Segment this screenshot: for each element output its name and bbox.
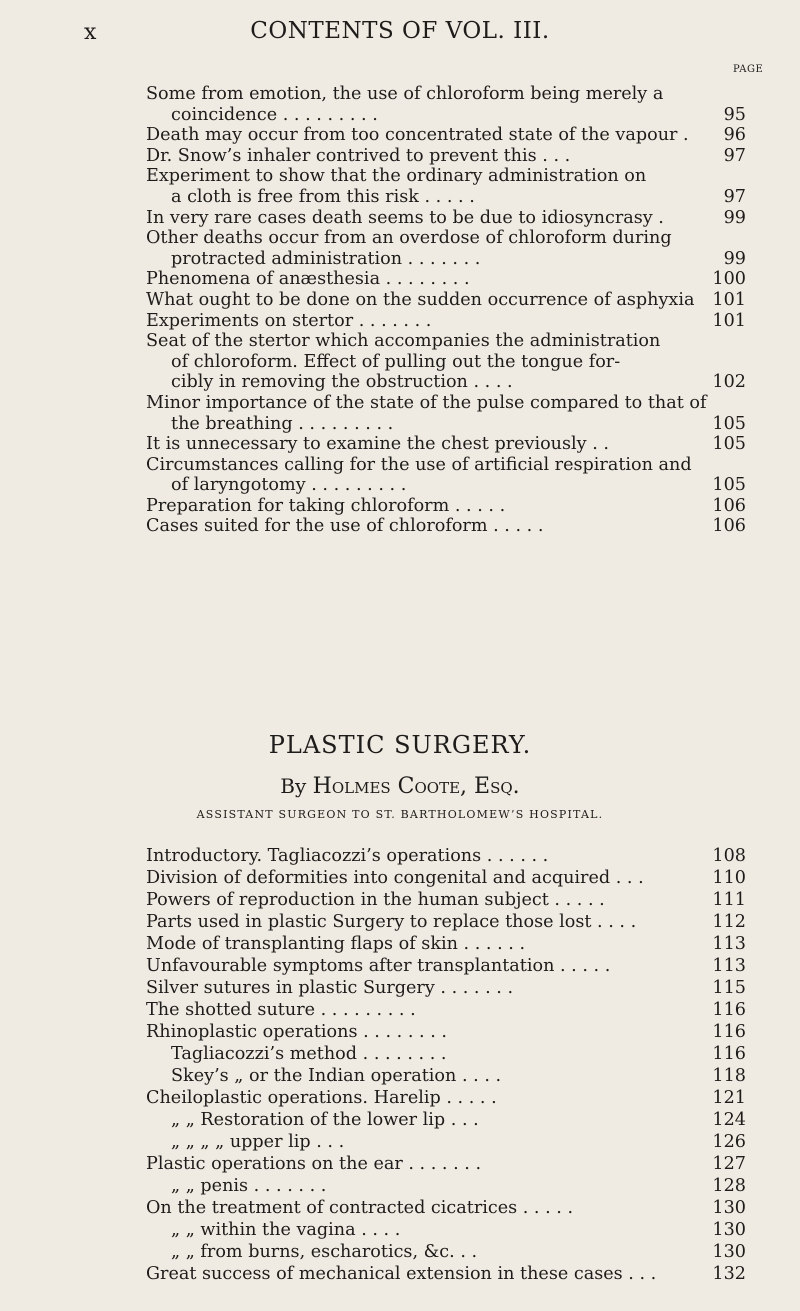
toc-entry	[146, 455, 746, 496]
header-title: CONTENTS OF VOL. III.	[250, 18, 550, 44]
toc-entry	[146, 1021, 746, 1043]
author-affiliation: ASSISTANT SURGEON TO ST. BARTHOLOMEW’S HOSPITAL.	[196, 808, 604, 821]
toc-entry-text: Seat of the stertor which accompanies the administration	[146, 331, 661, 352]
toc-entry-page: 96	[723, 125, 746, 146]
toc-entry	[146, 146, 746, 167]
toc-entry-page: 124	[712, 1110, 746, 1130]
toc-entry	[146, 1219, 746, 1241]
toc-entry-page: 130	[712, 1198, 746, 1218]
toc-entry-text: Division of deformities into congenital and acquired . . .	[146, 868, 644, 888]
toc-entry-text: The shotted suture . . . . . . . . .	[146, 1000, 416, 1020]
toc-entry	[146, 331, 746, 393]
toc-entry	[146, 1241, 746, 1263]
toc-entry-text: Great success of mechanical extension in these cases . . .	[146, 1264, 657, 1284]
toc-entry-page: 102	[712, 372, 746, 393]
toc-entry-continuation: a cloth is free from this risk . . . . .	[171, 186, 475, 207]
toc-entry-page: 95	[723, 104, 746, 125]
toc-entry-text: What ought to be done on the sudden occurrence of asphyxia	[146, 289, 695, 310]
toc-entry-page: 127	[712, 1154, 746, 1174]
toc-entry-continuation: the breathing . . . . . . . . .	[171, 413, 394, 434]
toc-entry-text: Experiment to show that the ordinary administration on	[146, 166, 647, 187]
toc-entry-continuation: coincidence . . . . . . . . .	[171, 104, 378, 125]
toc-entry	[146, 516, 746, 537]
toc-entry-page: 110	[712, 868, 746, 888]
toc-entry-continuation: of chloroform. Effect of pulling out the tongue for-	[171, 351, 621, 372]
toc-entry-text: Unfavourable symptoms after transplantation . . . . .	[146, 956, 611, 976]
author-by: By	[280, 774, 307, 798]
toc-entry-text: Skey’s „ or the Indian operation . . . .	[171, 1066, 502, 1086]
toc-entry	[146, 977, 746, 999]
toc-entry-text: Cases suited for the use of chloroform . . . . .	[146, 516, 544, 537]
toc-entry-page: 111	[712, 890, 746, 910]
toc-entry-text: Tagliacozzi’s method . . . . . . . .	[171, 1044, 447, 1064]
toc-entry	[146, 1175, 746, 1197]
toc-entry	[146, 1131, 746, 1153]
toc-entry-text: „ „ within the vagina . . . .	[171, 1220, 401, 1240]
section-author	[0, 774, 800, 799]
toc-entry-continuation: cibly in removing the obstruction . . . .	[171, 372, 513, 393]
page-roman-numeral: x	[84, 20, 97, 45]
toc-entry-continuation: protracted administration . . . . . . .	[171, 248, 481, 269]
toc-entry	[146, 867, 746, 889]
toc-entry-text: Introductory. Tagliacozzi’s operations . . . . . .	[146, 846, 549, 866]
toc-entry-page: 105	[712, 434, 746, 455]
toc-entry-page: 105	[712, 475, 746, 496]
toc-entry-page: 99	[723, 248, 746, 269]
toc-entry-text: Mode of transplanting flaps of skin . . . . . .	[146, 934, 526, 954]
toc-entry	[146, 999, 746, 1021]
toc-entry	[146, 393, 746, 434]
page-column-label: PAGE	[733, 64, 764, 75]
toc-entry-text: Cheiloplastic operations. Harelip . . . . .	[146, 1088, 497, 1108]
toc-entry-page: 112	[712, 912, 746, 932]
toc-entry-text: Plastic operations on the ear . . . . . . .	[146, 1154, 482, 1174]
toc-entry	[146, 311, 746, 332]
contents-list-anaesthesia	[146, 84, 746, 537]
toc-entry-text: Silver sutures in plastic Surgery . . . . . . .	[146, 978, 514, 998]
toc-entry-page: 116	[712, 1044, 746, 1064]
toc-entry-text: Circumstances calling for the use of artificial respiration and	[146, 454, 692, 475]
toc-entry	[146, 166, 746, 207]
toc-entry-text: Other deaths occur from an overdose of chloroform during	[146, 228, 672, 249]
toc-entry-text: On the treatment of contracted cicatrices . . . . .	[146, 1198, 574, 1218]
toc-entry-page: 97	[723, 145, 746, 166]
toc-entry-text: Preparation for taking chloroform . . . . .	[146, 495, 506, 516]
toc-entry	[146, 269, 746, 290]
toc-entry-page: 126	[712, 1132, 746, 1152]
section-title: PLASTIC SURGERY.	[268, 731, 532, 759]
toc-entry-text: Some from emotion, the use of chloroform being merely a	[146, 84, 664, 104]
toc-entry-page: 116	[712, 1022, 746, 1042]
toc-entry-page: 132	[712, 1264, 746, 1284]
toc-entry-text: In very rare cases death seems to be due to idiosyncrasy .	[146, 207, 664, 228]
toc-entry-page: 106	[712, 495, 746, 516]
author-name: Holmes Coote, Esq.	[312, 774, 520, 799]
toc-entry	[146, 208, 746, 229]
toc-entry-page: 128	[712, 1176, 746, 1196]
toc-entry	[146, 290, 746, 311]
toc-entry-page: 121	[712, 1088, 746, 1108]
toc-entry	[146, 125, 746, 146]
toc-entry-page: 106	[712, 516, 746, 537]
toc-entry	[146, 1263, 746, 1285]
toc-entry-text: „ „ from burns, escharotics, &c. . .	[171, 1242, 478, 1262]
toc-entry-text: „ „ Restoration of the lower lip . . .	[171, 1110, 479, 1130]
toc-entry-continuation: of laryngotomy . . . . . . . . .	[171, 475, 407, 496]
toc-entry-text: Phenomena of anæsthesia . . . . . . . .	[146, 269, 470, 290]
toc-entry	[146, 84, 746, 125]
toc-entry-page: 130	[712, 1242, 746, 1262]
toc-entry	[146, 845, 746, 867]
toc-entry-page: 115	[712, 978, 746, 998]
toc-entry-text: Death may occur from too concentrated state of the vapour .	[146, 125, 689, 146]
toc-entry-text: „ „ penis . . . . . . .	[171, 1176, 327, 1196]
toc-entry-text: Parts used in plastic Surgery to replace those lost . . . .	[146, 912, 637, 932]
toc-entry-page: 101	[712, 289, 746, 310]
toc-entry	[146, 1065, 746, 1087]
toc-entry-page: 113	[712, 934, 746, 954]
toc-entry	[146, 1153, 746, 1175]
toc-entry-text: Experiments on stertor . . . . . . .	[146, 310, 432, 331]
toc-entry	[146, 889, 746, 911]
toc-entry-page: 101	[712, 310, 746, 331]
toc-entry-page: 99	[723, 207, 746, 228]
contents-list-plastic-surgery	[146, 845, 746, 1285]
toc-entry	[146, 1197, 746, 1219]
toc-entry-text: „ „ „ „ upper lip . . .	[171, 1132, 345, 1152]
toc-entry-page: 113	[712, 956, 746, 976]
toc-entry-page: 116	[712, 1000, 746, 1020]
toc-entry-text: Dr. Snow’s inhaler contrived to prevent this . . .	[146, 145, 571, 166]
toc-entry-text: Rhinoplastic operations . . . . . . . .	[146, 1022, 447, 1042]
toc-entry-text: It is unnecessary to examine the chest previously . .	[146, 434, 609, 455]
running-header	[0, 18, 800, 48]
toc-entry-page: 118	[712, 1066, 746, 1086]
toc-entry	[146, 911, 746, 933]
toc-entry-page: 130	[712, 1220, 746, 1240]
toc-entry	[146, 1043, 746, 1065]
toc-entry-page: 105	[712, 413, 746, 434]
toc-entry	[146, 933, 746, 955]
toc-entry	[146, 1087, 746, 1109]
toc-entry	[146, 1109, 746, 1131]
toc-entry-page: 100	[712, 269, 746, 290]
toc-entry-text: Minor importance of the state of the pulse compared to that of	[146, 392, 707, 413]
toc-entry-text: Powers of reproduction in the human subject . . . . .	[146, 890, 605, 910]
toc-entry-page: 108	[712, 846, 746, 866]
toc-entry-page: 97	[723, 186, 746, 207]
toc-entry	[146, 228, 746, 269]
toc-entry	[146, 434, 746, 455]
toc-entry	[146, 955, 746, 977]
toc-entry	[146, 496, 746, 517]
